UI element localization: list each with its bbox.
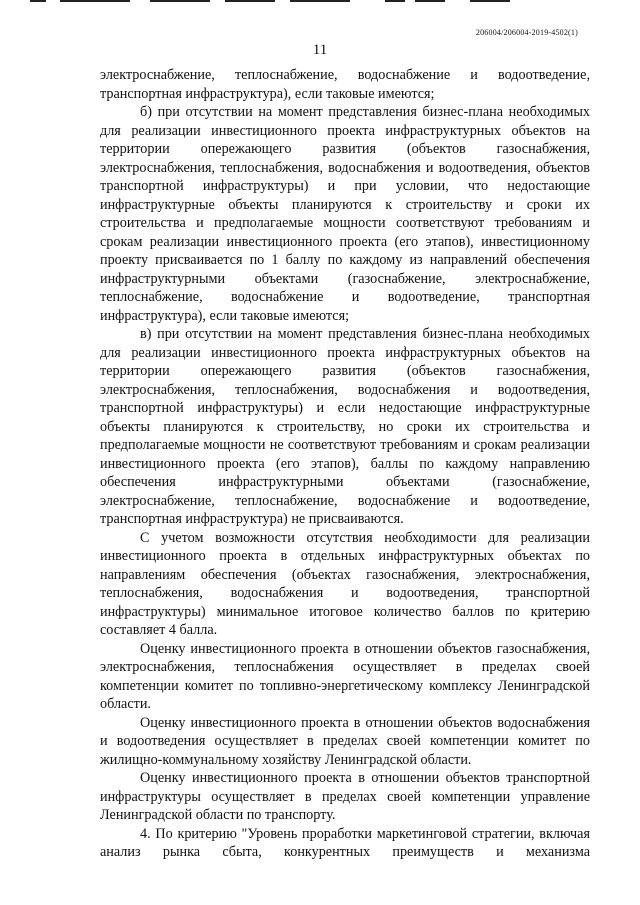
paragraph-fuel-energy-committee: Оценку инвестиционного проекта в отношении объектов газоснабжения, электроснабжения, теплоснабжения осуществляет в пределах своей компетенции комитет по топливно-энергетическому комплексу Ленинградской области. [100, 640, 590, 712]
scan-edge-marks [0, 0, 640, 8]
paragraph-minimum-score: С учетом возможности отсутствия необходимости для реализации инвестиционного проекта в отдельных инфраструктурных объектах по направлениям обеспечения (объектах газоснабжения, электроснабжения, теплоснабжения, водоснабжения и водоотведения, транспортной инфраструктуры) минимальное итоговое количество баллов по критерию составляет 4 балла. [100, 529, 590, 638]
page-number: 11 [312, 42, 328, 58]
paragraph-item-v: в) при отсутствии на момент представления бизнес-плана необходимых для реализации инвестиционного проекта инфраструктурных объектов на территории опережающего развития (объектов газоснабжения, электроснабжения, теплоснабжения, водоснабжения и водоотведения, транспортной инфраструктуры) и если недостающие инфраструктурные объекты планируются к строительству, но сроки их строительства и предполагаемые мощности не соответствуют требованиям и срокам реализации инвестиционного проекта (его этапов), баллы по каждому направлению обеспечения инфраструктурными объектами (газоснабжение, электроснабжение, теплоснабжение, водоснабжение и водоотведение, транспортная инфраструктура) не присваиваются. [100, 326, 590, 527]
paragraph-item-b: б) при отсутствии на момент представления бизнес-плана необходимых для реализации инвестиционного проекта инфраструктурных объектов на территории опережающего развития (объектов газоснабжения, электроснабжения, теплоснабжения, водоснабжения и водоотведения, объектов транспортной инфраструктуры) и при условии, что недостающие инфраструктурные объекты планируются к строительству и сроки их строительства и предполагаемые мощности соответствуют требованиям и срокам реализации инвестиционного проекта (его этапов), инвестиционному проекту присваивается по 1 баллу по каждому из направлений обеспечения инфраструктурными объектами (газоснабжение, электроснабжение, теплоснабжение, водоснабжение и водоотведение, транспортная инфраструктура), если таковые имеются; [100, 104, 590, 324]
paragraph-transport-department: Оценку инвестиционного проекта в отношении объектов транспортной инфраструктуры осуществляет в пределах своей компетенции управление Ленинградской области по транспорту. [100, 770, 590, 823]
document-code: 206004/206004-2019-4502(1) [475, 28, 578, 37]
document-body [100, 66, 590, 862]
paragraph-housing-committee: Оценку инвестиционного проекта в отношении объектов водоснабжения и водоотведения осуществляет в пределах своей компетенции комитет по жилищно-коммунальному хозяйству Ленинградской области. [100, 714, 590, 768]
paragraph-criterion-4: 4. По критерию "Уровень проработки маркетинговой стратегии, включая анализ рынка сбыта, конкурентных преимуществ и механизма [100, 825, 590, 860]
paragraph-continuation: электроснабжение, теплоснабжение, водоснабжение и водоотведение, транспортная инфраструктура), если таковые имеются; [100, 67, 590, 102]
